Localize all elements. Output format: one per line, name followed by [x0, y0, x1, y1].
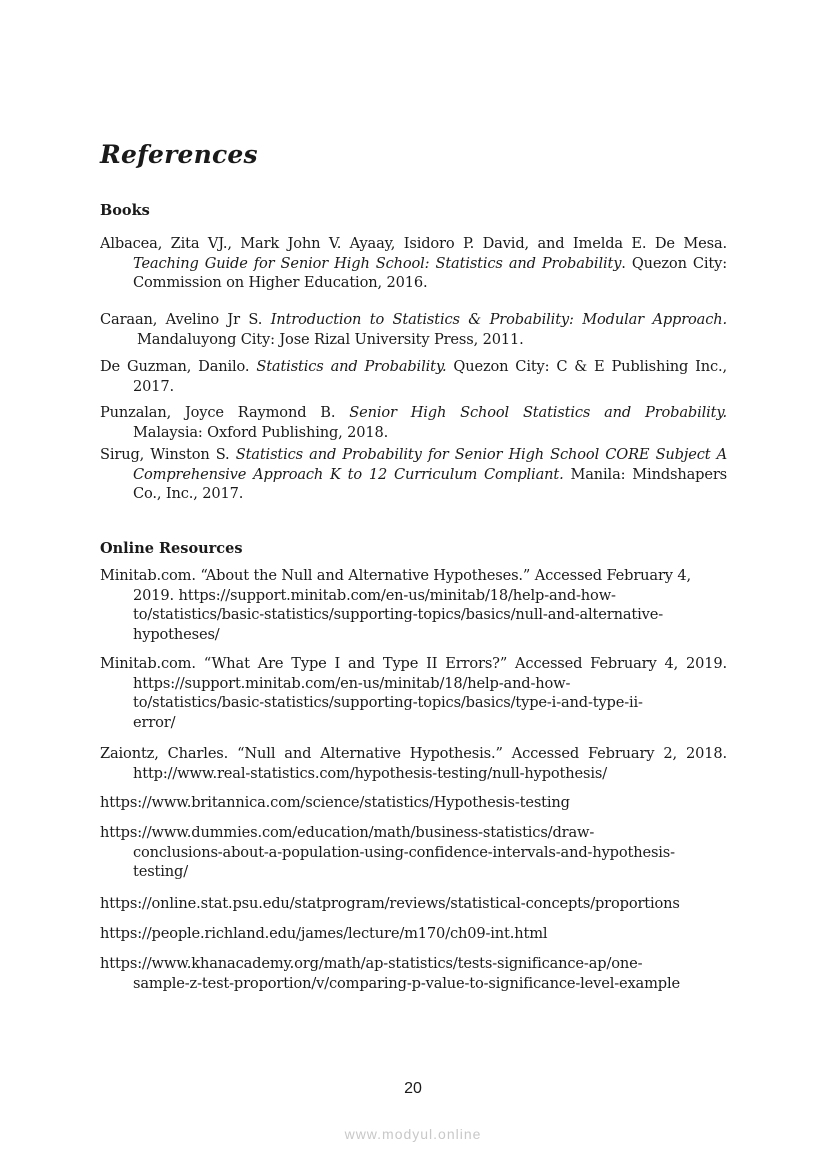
reference-entry — [100, 566, 727, 645]
reference-text: Minitab.com. “About the Null and Alternative Hypotheses.” Accessed February 4, — [100, 567, 691, 584]
reference-title: Comprehensive Approach K to 12 Curriculum Compliant. — [133, 465, 564, 483]
reference-text: Albacea, Zita VJ., Mark John V. Ayaay, Isidoro P. David, and Imelda E. De Mesa. — [100, 235, 727, 252]
reference-text: . Quezon City: — [621, 254, 727, 272]
reference-line — [133, 586, 727, 606]
reference-entry — [100, 823, 727, 882]
reference-line — [100, 954, 727, 974]
reference-text: to/statistics/basic-statistics/supporting-topics/basics/type-i-and-type-ii- — [133, 694, 643, 712]
reference-line — [100, 894, 727, 914]
reference-text: https://www.khanacademy.org/math/ap-statistics/tests-significance-ap/one- — [100, 955, 643, 972]
reference-title: Senior High School Statistics and Probability. — [349, 404, 727, 421]
reference-title: Introduction to Statistics & Probability: Modular Approach. — [270, 311, 727, 328]
reference-line — [133, 862, 727, 882]
reference-text: Manila: Mindshapers — [563, 465, 727, 483]
reference-text: to/statistics/basic-statistics/supporting-topics/basics/null-and-alternative- — [133, 606, 663, 624]
reference-text: Zaiontz, Charles. “Null and Alternative Hypothesis.” Accessed February 2, 2018. — [100, 745, 727, 762]
online-resources-heading: Online Resources — [100, 540, 243, 557]
reference-line — [100, 823, 727, 843]
reference-text: conclusions-about-a-population-using-confidence-intervals-and-hypothesis- — [133, 843, 675, 861]
reference-line — [133, 254, 727, 274]
reference-text: https://people.richland.edu/james/lecture/m170/ch09-int.html — [100, 925, 548, 942]
reference-text: error/ — [133, 714, 176, 732]
reference-line — [100, 310, 727, 330]
reference-entry — [100, 310, 727, 349]
watermark: www.modyul.online — [344, 1126, 482, 1142]
reference-line — [133, 974, 727, 994]
reference-text: Malaysia: Oxford Publishing, 2018. — [133, 423, 389, 441]
reference-text: https://online.stat.psu.edu/statprogram/reviews/statistical-concepts/proportions — [100, 895, 680, 912]
reference-entry — [100, 744, 727, 783]
reference-title: Statistics and Probability for Senior High School CORE Subject A — [235, 446, 727, 463]
reference-line — [100, 357, 727, 377]
reference-line — [100, 234, 727, 254]
reference-line — [133, 423, 727, 443]
reference-line — [133, 764, 727, 784]
reference-entry — [100, 403, 727, 442]
reference-line — [133, 713, 727, 733]
reference-text: http://www.real-statistics.com/hypothesis-testing/null-hypothesis/ — [133, 764, 607, 782]
reference-text: https://support.minitab.com/en-us/minitab/18/help-and-how- — [133, 674, 571, 692]
reference-text: Co., Inc., 2017. — [133, 485, 244, 503]
reference-line — [100, 566, 727, 586]
reference-entry — [100, 654, 727, 733]
reference-title: Teaching Guide for Senior High School: Statistics and Probability — [133, 254, 622, 272]
reference-text: testing/ — [133, 863, 188, 881]
reference-line — [100, 445, 727, 465]
reference-text: Minitab.com. “What Are Type I and Type II Errors?” Accessed February 4, 2019. — [100, 655, 727, 672]
reference-line — [100, 654, 727, 674]
reference-entry — [100, 357, 727, 396]
reference-entry — [100, 445, 727, 504]
reference-text: Punzalan, Joyce Raymond B. — [100, 404, 350, 421]
reference-entry — [100, 234, 727, 293]
reference-text: Quezon City: C & E Publishing Inc., — [446, 358, 727, 375]
books-heading: Books — [100, 202, 150, 219]
reference-line — [100, 403, 727, 423]
reference-line — [133, 693, 727, 713]
reference-entry — [100, 894, 727, 914]
reference-text: Sirug, Winston S. — [100, 446, 236, 463]
reference-line — [133, 465, 727, 485]
reference-entry — [100, 793, 727, 813]
reference-line — [133, 484, 727, 504]
reference-text: https://www.britannica.com/science/statistics/Hypothesis-testing — [100, 794, 570, 811]
reference-line — [137, 330, 727, 350]
reference-line — [100, 924, 727, 944]
page-title: References — [100, 140, 258, 169]
reference-text: https://www.dummies.com/education/math/business-statistics/draw- — [100, 824, 595, 841]
reference-line — [133, 843, 727, 863]
reference-text: Commission on Higher Education, 2016. — [133, 274, 428, 292]
reference-title: Statistics and Probability. — [256, 358, 447, 375]
reference-text: 2019. https://support.minitab.com/en-us/minitab/18/help-and-how- — [133, 586, 616, 604]
reference-text: hypotheses/ — [133, 626, 220, 644]
reference-line — [133, 625, 727, 645]
reference-entry — [100, 954, 727, 993]
reference-text: Caraan, Avelino Jr S. — [100, 311, 271, 328]
reference-text: 2017. — [133, 377, 175, 395]
reference-line — [133, 377, 727, 397]
reference-line — [133, 674, 727, 694]
reference-line — [133, 273, 727, 293]
reference-line — [133, 605, 727, 625]
page-number: 20 — [404, 1080, 422, 1097]
reference-text: De Guzman, Danilo. — [100, 358, 257, 375]
reference-line — [100, 744, 727, 764]
reference-text: Mandaluyong City: Jose Rizal University Press, 2011. — [137, 330, 524, 348]
reference-entry — [100, 924, 727, 944]
reference-line — [100, 793, 727, 813]
reference-text: sample-z-test-proportion/v/comparing-p-value-to-significance-level-example — [133, 974, 680, 992]
